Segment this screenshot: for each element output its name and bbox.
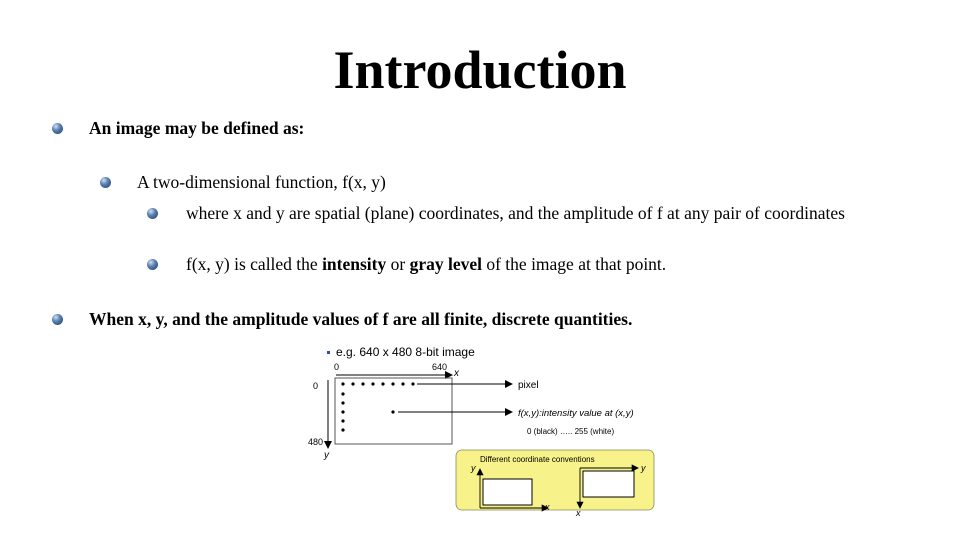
y-max-label: 480 [308, 437, 324, 447]
pixel-label: pixel [518, 380, 539, 391]
bullet-text: where x and y are spatial (plane) coordinates, and the amplitude of f at any pair of coordinates [186, 203, 845, 223]
term-gray-level: gray level [409, 254, 482, 274]
conv-right-x-label: x [576, 508, 581, 518]
intensity-label: f(x,y):intensity value at (x,y) [518, 408, 634, 419]
bullet-coordinates [147, 203, 917, 224]
sample-pixel [391, 410, 394, 413]
conv-left-y-label: y [471, 463, 476, 473]
bullet-text: An image may be defined as: [89, 118, 305, 138]
range-label: 0 (black) ….. 255 (white) [527, 427, 615, 436]
term-intensity: intensity [322, 254, 387, 274]
bullet-icon [100, 177, 111, 188]
y-zero-label: 0 [313, 381, 319, 391]
conv-right-y-label: y [641, 463, 646, 473]
x-max-label: 640 [432, 362, 448, 372]
conv-right-rect [583, 471, 634, 497]
image-coordinate-figure [300, 340, 670, 520]
bullet-icon [147, 208, 158, 219]
slide-title: Introduction [333, 40, 627, 100]
bullet-text: When x, y, and the amplitude values of f are all finite, discrete quantities. [89, 309, 633, 329]
x-zero-label: 0 [334, 362, 340, 372]
caption-bullet-icon [327, 351, 330, 354]
bullet-icon [52, 314, 63, 325]
y-axis-label: y [324, 450, 329, 461]
pixel-row [341, 382, 414, 385]
conventions-title: Different coordinate conventions [480, 455, 595, 464]
bullet-function [100, 172, 386, 193]
conv-left-x-label: x [545, 502, 550, 512]
conv-left-rect [483, 479, 532, 505]
figure-svg [300, 340, 670, 520]
bullet-intensity [147, 254, 666, 275]
figure-caption: e.g. 640 x 480 8-bit image [336, 345, 475, 359]
bullet-text: A two-dimensional function, f(x, y) [137, 172, 386, 192]
bullet-discrete [52, 309, 632, 330]
x-axis-label: x [454, 368, 459, 379]
bullet-icon [147, 259, 158, 270]
pixel-column [341, 392, 344, 431]
bullet-definition [52, 118, 304, 139]
bullet-text: f(x, y) is called the intensity or gray level of the image at that point. [186, 254, 667, 274]
bullet-icon [52, 123, 63, 134]
